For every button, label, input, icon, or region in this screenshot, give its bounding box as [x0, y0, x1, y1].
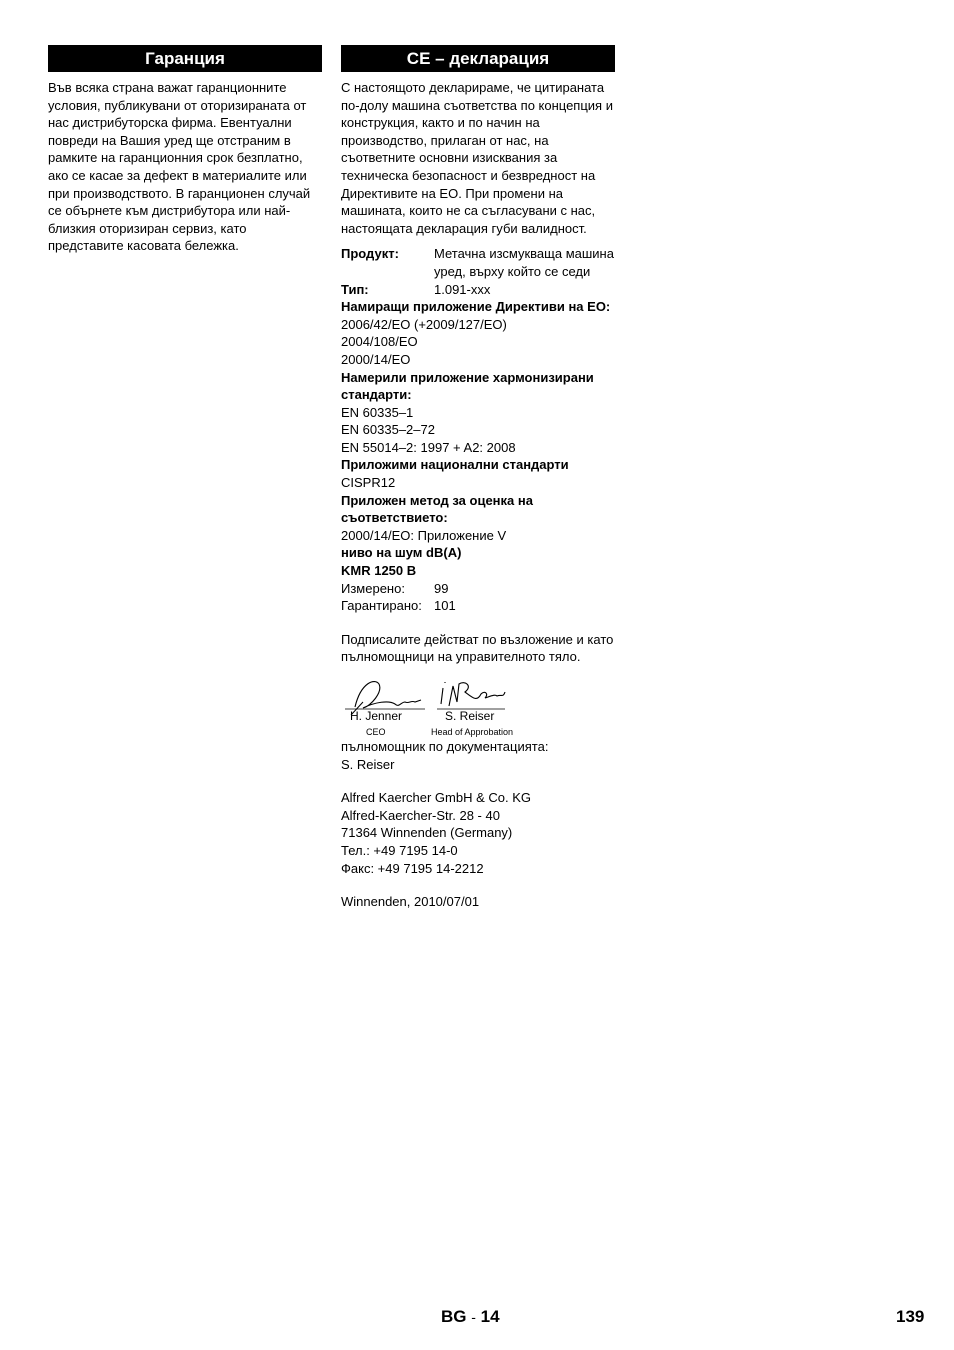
warranty-text: Във всяка страна важат гаранционните условия, публикувани от оторизираната от нас дистрибуторска фирма. Евентуални повреди на Вашия уред ще отстраним в рамките на гаранционния срок безплатно, ако се касае за дефект в материалите или при производството. В гаранционен случай се обърнете към дистрибутора или най-близкия оторизиран сервиз, като представите касовата бележка. — [48, 80, 311, 254]
company-city: 71364 Winnenden (Germany) — [341, 825, 513, 841]
footer-lang-page — [441, 1307, 500, 1327]
warranty-heading: Гаранция — [48, 45, 322, 72]
noise-label: ниво на шум dB(A) — [341, 545, 462, 561]
footer-lang: BG — [441, 1307, 467, 1326]
ce-heading: CE – декларация — [341, 45, 615, 72]
signature-block — [341, 672, 615, 738]
warranty-section — [48, 45, 322, 255]
page-number: 139 — [896, 1307, 925, 1326]
directives-label: Намиращи приложение Директиви на ЕО: — [341, 299, 611, 315]
guaranteed-value: 101 — [434, 598, 456, 614]
national-standard: CISPR12 — [341, 475, 396, 491]
product-value: Метачна изсмукваща машина уред, върху който се седи — [434, 246, 614, 279]
directive-item: 2000/14/EO — [341, 351, 411, 367]
place-date: Winnenden, 2010/07/01 — [341, 894, 480, 910]
doc-rep-label: пълномощник по документацията: — [341, 739, 549, 754]
type-row — [341, 281, 615, 299]
product-label: Продукт: — [341, 246, 399, 262]
ce-declaration-section — [341, 45, 615, 911]
signer1-role: CEO — [366, 727, 386, 737]
method-value: 2000/14/EO: Приложение V — [341, 527, 507, 543]
company-fax: Факс: +49 7195 14-2212 — [341, 860, 484, 876]
signer1-name: H. Jenner — [350, 709, 403, 723]
standard-item: EN 55014–2: 1997 + A2: 2008 — [341, 439, 516, 455]
type-value: 1.091-xxx — [434, 281, 491, 297]
national-standards-label: Приложими национални стандарти — [341, 457, 569, 473]
signers-text: Подписалите действат по възложение и като пълномощници на управителното тяло. — [341, 631, 614, 665]
company-name: Alfred Kaercher GmbH & Co. KG — [341, 790, 532, 806]
footer-local-page: 14 — [480, 1307, 500, 1326]
measured-label: Измерено: — [341, 580, 405, 596]
company-phone: Тел.: +49 7195 14-0 — [341, 842, 458, 858]
signer2-role: Head of Approbation — [431, 727, 514, 737]
standards-label: Намерили приложение хармонизирани стандарти: — [341, 369, 594, 403]
model-name: KMR 1250 B — [341, 563, 417, 579]
directive-item: 2006/42/EO (+2009/127/EO) — [341, 316, 507, 332]
guaranteed-label: Гарантирано: — [341, 598, 422, 614]
footer-sep: - — [471, 1309, 476, 1325]
method-label: Приложен метод за оценка на съответствието: — [341, 492, 533, 526]
measured-row — [341, 580, 615, 598]
guaranteed-row — [341, 597, 615, 615]
directive-item: 2004/108/EO — [341, 334, 418, 350]
company-street: Alfred-Kaercher-Str. 28 - 40 — [341, 807, 500, 823]
standard-item: EN 60335–2–72 — [341, 422, 435, 438]
signer2-name: S. Reiser — [445, 709, 495, 723]
ce-intro: С настоящото декларираме, че цитираната по-долу машина съответства по концепция и конструкция, както и по начин на производство, прилаган от нас, на съответните основни изисквания за техническа безопасност и безвредност на Директивите на ЕО. При промени на машината, които не са съгласувани с нас, настоящата декларация губи валидност. — [341, 80, 613, 236]
type-label: Тип: — [341, 281, 369, 297]
product-row — [341, 245, 615, 280]
standard-item: EN 60335–1 — [341, 404, 414, 420]
doc-rep-name: S. Reiser — [341, 756, 395, 772]
measured-value: 99 — [434, 580, 449, 596]
